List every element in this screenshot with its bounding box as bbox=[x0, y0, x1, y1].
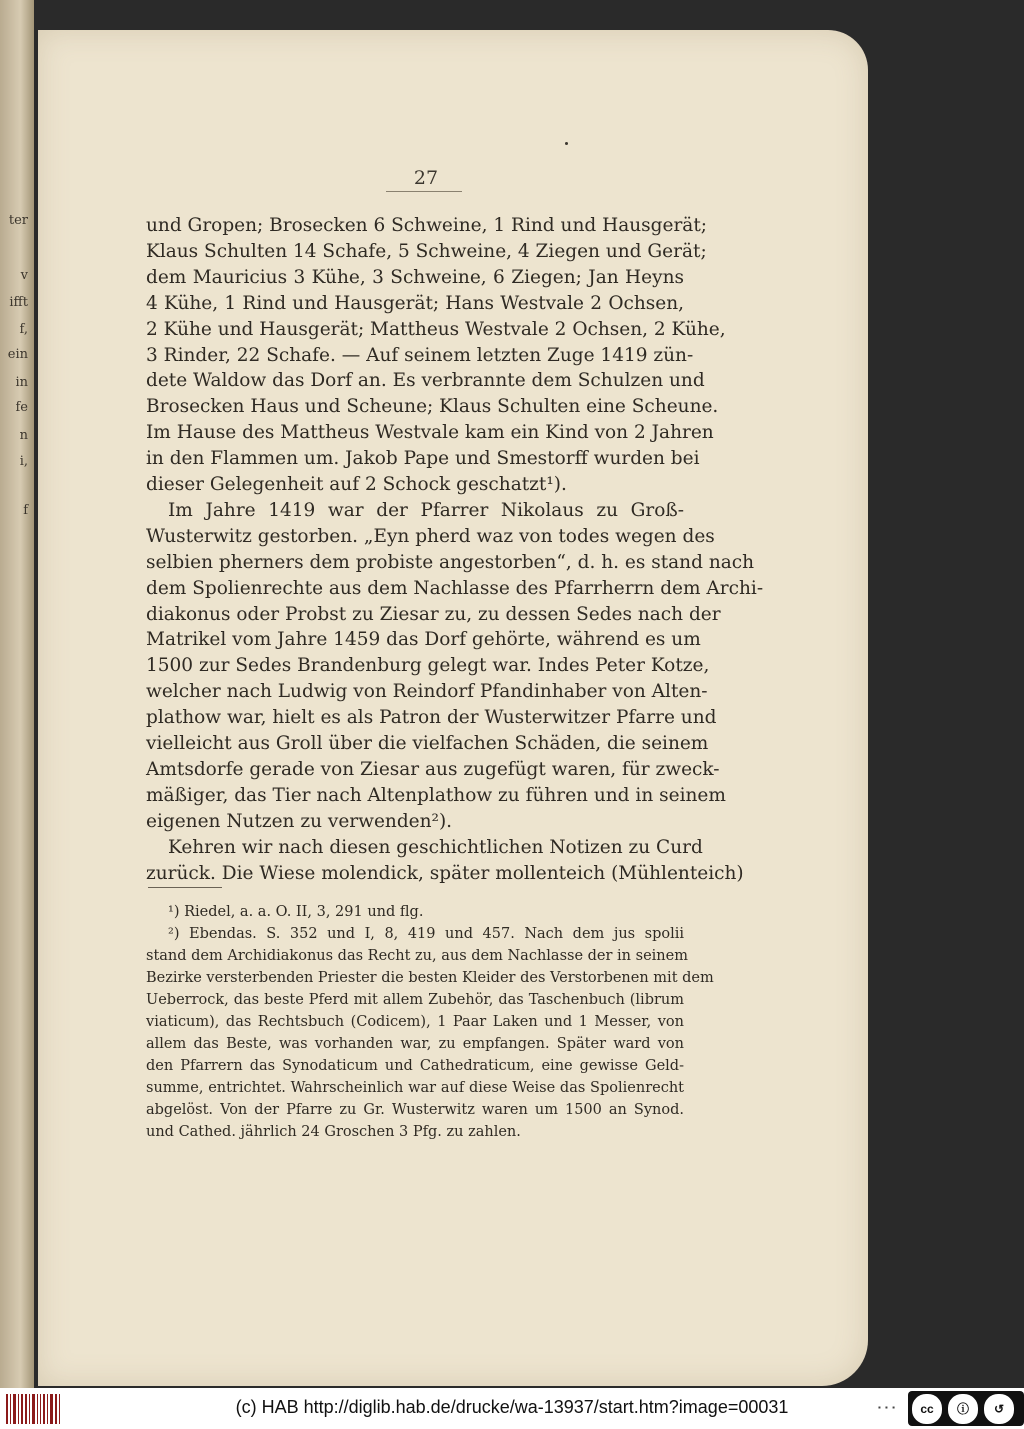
body-line: und Gropen; Brosecken 6 Schweine, 1 Rind und Hausgerät; bbox=[146, 215, 707, 236]
footnote-line: ²) Ebendas. S. 352 und I, 8, 419 und 457. Nach dem jus spolii bbox=[168, 926, 684, 942]
previous-page-fragment: i, bbox=[19, 454, 28, 469]
by-label: BY bbox=[954, 1413, 965, 1422]
footnote-line: den Pfarrern das Synodaticum und Cathedraticum, eine gewisse Geld- bbox=[146, 1058, 684, 1074]
previous-page-fragment: v bbox=[20, 268, 28, 283]
previous-page-fragment: fe bbox=[15, 400, 28, 415]
body-line: dem Spolienrechte aus dem Nachlasse des Pfarrherrn dem Archi- bbox=[146, 577, 764, 599]
previous-page-fragment: ein bbox=[7, 347, 28, 362]
body-line: 2 Kühe und Hausgerät; Mattheus Westvale 2 Ochsen, 2 Kühe, bbox=[146, 318, 726, 340]
previous-page-fragment: f, bbox=[19, 322, 28, 337]
previous-page-fragment: ifft bbox=[9, 295, 28, 310]
footnote-rule bbox=[148, 887, 222, 888]
previous-page-fragment: ter bbox=[8, 213, 28, 228]
body-line: dete Waldow das Dorf an. Es verbrannte dem Schulzen und bbox=[146, 370, 705, 392]
previous-page-fragment: f bbox=[23, 503, 28, 518]
footnote-line: Bezirke versterbenden Priester die besten Kleider des Verstorbenen mit dem bbox=[146, 970, 714, 986]
footnote-line: abgelöst. Von der Pfarre zu Gr. Wusterwitz waren um 1500 an Synod. bbox=[146, 1102, 684, 1118]
previous-page-fragment: in bbox=[15, 375, 28, 390]
cc-license-badge[interactable] bbox=[908, 1391, 1024, 1426]
small-mark: ▪ ▪ ▪ bbox=[878, 1403, 896, 1412]
body-line: Kehren wir nach diesen geschichtlichen Notizen zu Curd bbox=[168, 836, 703, 858]
previous-page-edge bbox=[0, 0, 34, 1388]
body-line: 4 Kühe, 1 Rind und Hausgerät; Hans Westvale 2 Ochsen, bbox=[146, 292, 684, 314]
body-line: plathow war, hielt es als Patron der Wusterwitzer Pfarre und bbox=[146, 707, 717, 729]
page-number-rule bbox=[386, 191, 462, 192]
body-line: zurück. Die Wiese molendick, später mollenteich (Mühlenteich) bbox=[146, 862, 744, 884]
footnote-line: allem das Beste, was vorhanden war, zu empfangen. Später ward von bbox=[146, 1036, 684, 1052]
body-line: Matrikel vom Jahre 1459 das Dorf gehörte, während es um bbox=[146, 629, 701, 651]
footnote-line: stand dem Archidiakonus das Recht zu, aus dem Nachlasse der in seinem bbox=[146, 948, 688, 964]
footnote-line: viaticum), das Rechtsbuch (Codicem), 1 Paar Laken und 1 Messer, von bbox=[146, 1014, 684, 1030]
footnote-line: ¹) Riedel, a. a. O. II, 3, 291 und flg. bbox=[168, 904, 424, 920]
body-line: Im Hause des Mattheus Westvale kam ein Kind von 2 Jahren bbox=[146, 422, 714, 444]
footnote-line: Ueberrock, das beste Pferd mit allem Zubehör, das Taschenbuch (librum bbox=[146, 992, 684, 1008]
body-line: 3 Rinder, 22 Schafe. — Auf seinem letzten Zuge 1419 zün- bbox=[146, 344, 694, 366]
speck bbox=[565, 142, 568, 145]
body-line: eigenen Nutzen zu verwenden²). bbox=[146, 810, 453, 832]
copyright-link[interactable]: (c) HAB http://diglib.hab.de/drucke/wa-13937/start.htm?image=00031 bbox=[235, 1397, 789, 1417]
book-page bbox=[38, 30, 868, 1386]
body-line: Brosecken Haus und Scheune; Klaus Schulten eine Scheune. bbox=[146, 396, 719, 418]
page-number: 27 bbox=[413, 167, 439, 189]
previous-page-fragment: n bbox=[19, 428, 28, 443]
body-line: Amtsdorfe gerade von Ziesar aus zugefügt waren, für zweck- bbox=[146, 758, 720, 780]
sa-icon: ↺ bbox=[984, 1394, 1014, 1424]
body-line: Im Jahre 1419 war der Pfarrer Nikolaus zu Groß- bbox=[168, 499, 684, 521]
body-line: mäßiger, das Tier nach Altenplathow zu führen und in seinem bbox=[146, 784, 726, 806]
footnote-line: und Cathed. jährlich 24 Groschen 3 Pfg. zu zahlen. bbox=[146, 1124, 521, 1140]
body-line: Klaus Schulten 14 Schafe, 5 Schweine, 4 Ziegen und Gerät; bbox=[146, 240, 707, 262]
body-line: vielleicht aus Groll über die vielfachen Schäden, die seinem bbox=[146, 733, 709, 754]
by-icon: ⓘ bbox=[948, 1394, 978, 1424]
body-line: Wusterwitz gestorben. „Eyn pherd waz von todes wegen des bbox=[146, 525, 715, 547]
cc-icon: cc bbox=[912, 1394, 942, 1424]
body-line: 1500 zur Sedes Brandenburg gelegt war. Indes Peter Kotze, bbox=[146, 655, 710, 677]
body-line: in den Flammen um. Jakob Pape und Smestorff wurden bei bbox=[146, 448, 700, 470]
body-line: welcher nach Ludwig von Reindorf Pfandinhaber von Alten- bbox=[146, 681, 708, 703]
footnote-line: summe, entrichtet. Wahrscheinlich war auf diese Weise das Spolienrecht bbox=[146, 1080, 684, 1096]
sa-label: SA bbox=[990, 1413, 1001, 1422]
body-line: dem Mauricius 3 Kühe, 3 Schweine, 6 Ziegen; Jan Heyns bbox=[146, 266, 684, 288]
body-line: selbien pherners dem probiste angestorben“, d. h. es stand nach bbox=[146, 551, 755, 573]
body-line: dieser Gelegenheit auf 2 Schock geschatzt¹). bbox=[146, 474, 567, 495]
body-line: diakonus oder Probst zu Ziesar zu, zu dessen Sedes nach der bbox=[146, 603, 721, 625]
